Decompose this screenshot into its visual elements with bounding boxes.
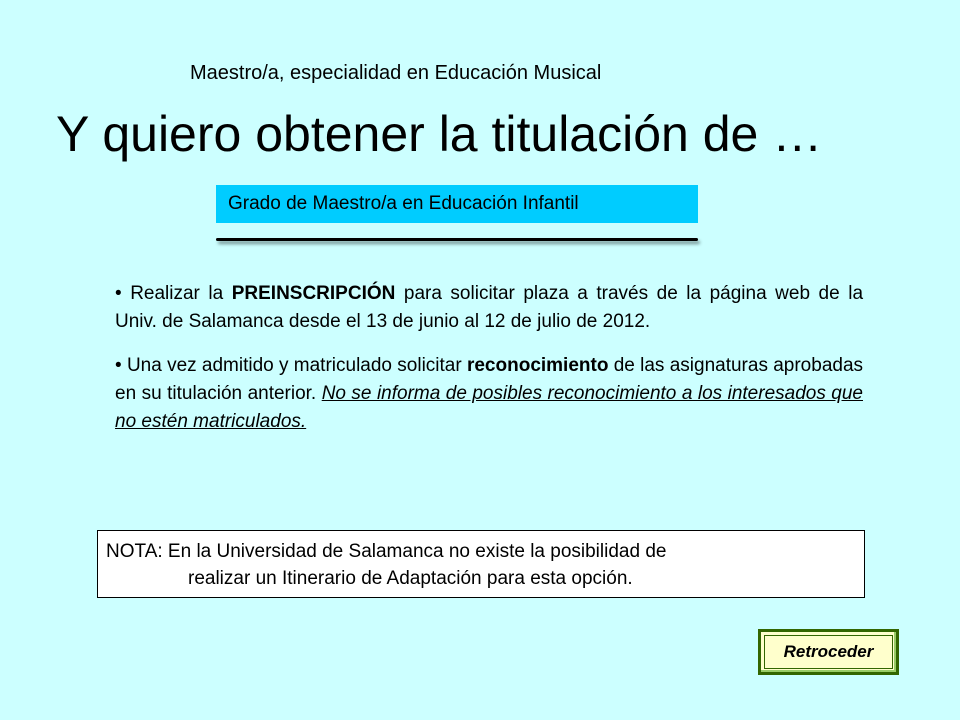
bullet-text: de las asignaturas aprobadas en su titulación anterior. bbox=[115, 355, 864, 404]
degree-label: Grado de Maestro/a en Educación Infantil bbox=[216, 185, 698, 223]
bullet-underlined-note: No se informa de posibles reconocimiento a los interesados que no estén matriculados. bbox=[115, 383, 863, 432]
bullet-text: Realizar la bbox=[130, 283, 232, 304]
subtitle: Maestro/a, especialidad en Educación Musical bbox=[190, 62, 602, 84]
bullet-text: para solicitar plaza a través de la página web de la Univ. de Salamanca desde el 13 de junio al 12 de julio de 2012. bbox=[115, 283, 864, 332]
bullet-text: Una vez admitido y matriculado solicitar bbox=[126, 355, 467, 376]
note-line-1: NOTA: En la Universidad de Salamanca no existe la posibilidad de bbox=[106, 541, 667, 562]
bullet-list bbox=[115, 280, 863, 452]
note-line-2: realizar un Itinerario de Adaptación para esta opción. bbox=[188, 568, 633, 589]
bullet-emphasis: reconocimiento bbox=[466, 355, 609, 376]
degree-underline bbox=[216, 238, 698, 241]
page-title: Y quiero obtener la titulación de … bbox=[56, 106, 823, 162]
bullet-emphasis: PREINSCRIPCIÓN bbox=[231, 283, 396, 304]
back-button[interactable]: Retroceder bbox=[758, 629, 899, 675]
note-box bbox=[97, 530, 865, 598]
bullet-preinscription: • Realizar la PREINSCRIPCIÓN para solicitar plaza a través de la página web de la Univ. de Salamanca desde el 13 de junio al 12 de julio de 2012. bbox=[115, 283, 864, 332]
bullet-recognition: • Una vez admitido y matriculado solicitar reconocimiento de las asignaturas aprobadas en su titulación anterior. No se informa de posibles reconocimiento a los interesados que no estén matriculados. bbox=[115, 355, 864, 432]
